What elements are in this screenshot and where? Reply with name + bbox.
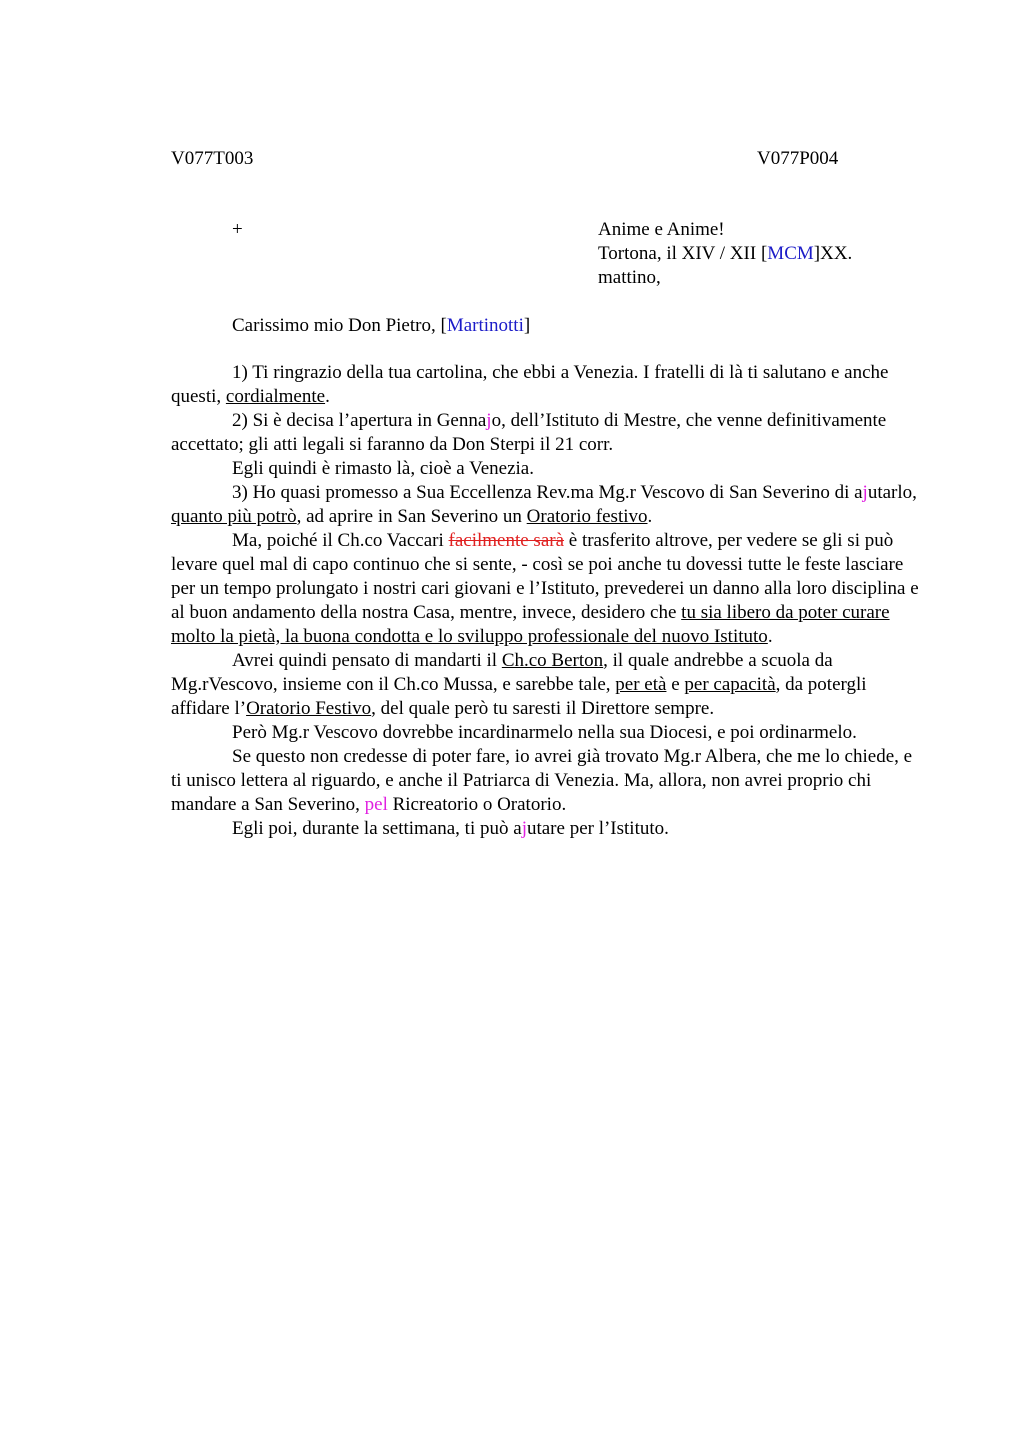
salutation: Carissimo mio Don Pietro, [Martinotti] — [232, 315, 531, 336]
underlined-text: Oratorio Festivo — [246, 698, 372, 719]
editorial-letter: j — [862, 482, 868, 503]
editorial-year-fill: MCM — [767, 243, 814, 264]
paragraph-1: 1) Ti ringrazio della tua cartolina, che ebbi a Venezia. I fratelli di là ti salutano e anche questi, cordialmente. — [171, 362, 889, 407]
paragraph-9: Egli poi, durante la settimana, ti può ajutare per l’Istituto. — [232, 818, 669, 839]
cross-symbol: + — [232, 219, 243, 240]
document-code-right: V077P004 — [757, 148, 839, 169]
motto: Anime e Anime! — [598, 219, 725, 240]
place-date: Tortona, il XIV / XII [MCM]XX. — [598, 243, 853, 264]
underlined-text: quanto più potrò — [171, 506, 297, 527]
underlined-text: per età — [615, 674, 667, 695]
paragraph-4: 3) Ho quasi promesso a Sua Eccellenza Rev.ma Mg.r Vescovo di San Severino di ajutarlo, quanto più potrò, ad aprire in San Severino un Oratorio festivo. — [171, 482, 917, 527]
editorial-letter: j — [486, 410, 492, 431]
underlined-text: Oratorio festivo — [526, 506, 648, 527]
struck-text: facilmente sarà — [448, 530, 565, 551]
date-block — [598, 218, 852, 290]
editorial-name-fill: Martinotti — [446, 315, 524, 336]
paragraph-3: Egli quindi è rimasto là, cioè a Venezia. — [232, 458, 534, 479]
editorial-word: pel — [364, 794, 388, 815]
paragraph-6: Avrei quindi pensato di mandarti il Ch.co Berton, il quale andrebbe a scuola da Mg.rVescovo, insieme con il Ch.co Mussa, e sarebbe tale, per età e per capacità, da potergli affidare l’Oratorio Festivo, del quale però tu saresti il Direttore sempre. — [171, 650, 867, 719]
paragraph-7: Però Mg.r Vescovo dovrebbe incardinarmelo nella sua Diocesi, e poi ordinarmelo. — [232, 722, 857, 743]
editorial-letter: j — [521, 818, 527, 839]
paragraph-8: Se questo non credesse di poter fare, io avrei già trovato Mg.r Albera, che me lo chiede, e ti unisco lettera al riguardo, e anche il Patriarca di Venezia. Ma, allora, non avrei proprio chi mandare a San Severino, pel Ricreatorio o Oratorio. — [171, 746, 913, 815]
document-code-left: V077T003 — [171, 148, 254, 169]
underlined-text: per capacità — [684, 674, 776, 695]
underlined-text: tu sia libero da poter curare molto la pietà, la buona condotta e lo sviluppo professionale del nuovo Istituto — [171, 602, 890, 647]
paragraph-5: Ma, poiché il Ch.co Vaccari facilmente sarà è trasferito altrove, per vedere se gli si può levare quel mal di capo continuo che si sente, - così se poi anche tu dovessi tutte le feste lasciare per un tempo prolungato i nostri cari giovani e l’Istituto, prevederei un danno alla loro disciplina e al buon andamento della nostra Casa, mentre, invece, desidero che tu sia libero da poter curare molto la pietà, la buona condotta e lo sviluppo professionale del nuovo Istituto. — [171, 530, 919, 647]
paragraph-2: 2) Si è decisa l’apertura in Gennajo, dell’Istituto di Mestre, che venne definitivamente accettato; gli atti legali si faranno da Don Sterpi il 21 corr. — [171, 410, 887, 455]
underlined-text: Ch.co Berton — [501, 650, 604, 671]
letter-body — [171, 361, 923, 841]
underlined-text: cordialmente — [225, 386, 326, 407]
time-of-day: mattino, — [598, 267, 661, 288]
